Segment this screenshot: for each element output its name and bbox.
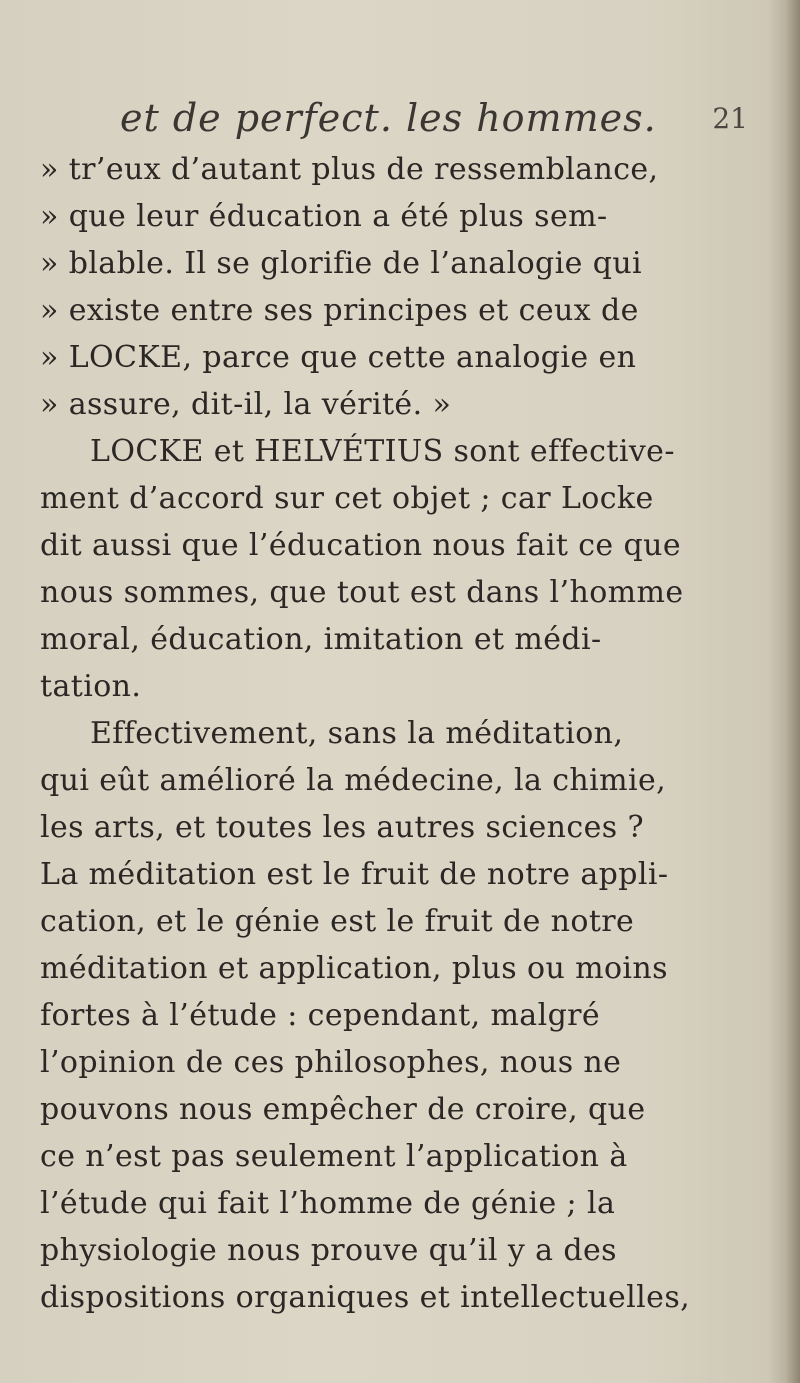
text-line: ce n’est pas seulement l’application à — [40, 1139, 628, 1174]
page-edge — [786, 0, 800, 1383]
paragraph-start-line: Effectivement, sans la méditation, — [90, 716, 624, 751]
text-line: qui eût amélioré la médecine, la chimie, — [40, 763, 667, 798]
running-title: et de perfect. les hommes. — [120, 96, 657, 140]
text-line: physiologie nous prouve qu’il y a des — [40, 1233, 617, 1268]
text-line: La méditation est le fruit de notre appli- — [40, 857, 669, 892]
text-line: l’étude qui fait l’homme de génie ; la — [40, 1186, 616, 1221]
text-line: pouvons nous empêcher de croire, que — [40, 1092, 646, 1127]
text-line: ment d’accord sur cet objet ; car Locke — [40, 481, 654, 516]
text-line: » LOCKE, parce que cette analogie en — [40, 340, 637, 375]
text-line: dispositions organiques et intellectuelles, — [40, 1280, 691, 1315]
text-line: cation, et le génie est le fruit de notre — [40, 904, 635, 939]
text-line: fortes à l’étude : cependant, malgré — [40, 998, 601, 1033]
paragraph-start-line: LOCKE et HELVÉTIUS sont effective- — [90, 434, 675, 469]
text-line: » blable. Il se glorifie de l’analogie qui — [40, 246, 643, 281]
text-line: moral, éducation, imitation et médi- — [40, 622, 602, 657]
text-line: méditation et application, plus ou moins — [40, 951, 668, 986]
text-line: » que leur éducation a été plus sem- — [40, 199, 608, 234]
text-line: nous sommes, que tout est dans l’homme — [40, 575, 684, 610]
text-line: tation. — [40, 669, 142, 704]
running-head — [120, 96, 760, 146]
text-line: dit aussi que l’éducation nous fait ce que — [40, 528, 681, 563]
text-line: les arts, et toutes les autres sciences ? — [40, 810, 644, 845]
page-number: 21 — [712, 102, 748, 135]
body-text — [40, 146, 691, 1321]
text-line: » existe entre ses principes et ceux de — [40, 293, 639, 328]
text-line: » tr’eux d’autant plus de ressemblance, — [40, 152, 659, 187]
text-line: l’opinion de ces philosophes, nous ne — [40, 1045, 622, 1080]
text-line: » assure, dit-il, la vérité. » — [40, 387, 452, 422]
